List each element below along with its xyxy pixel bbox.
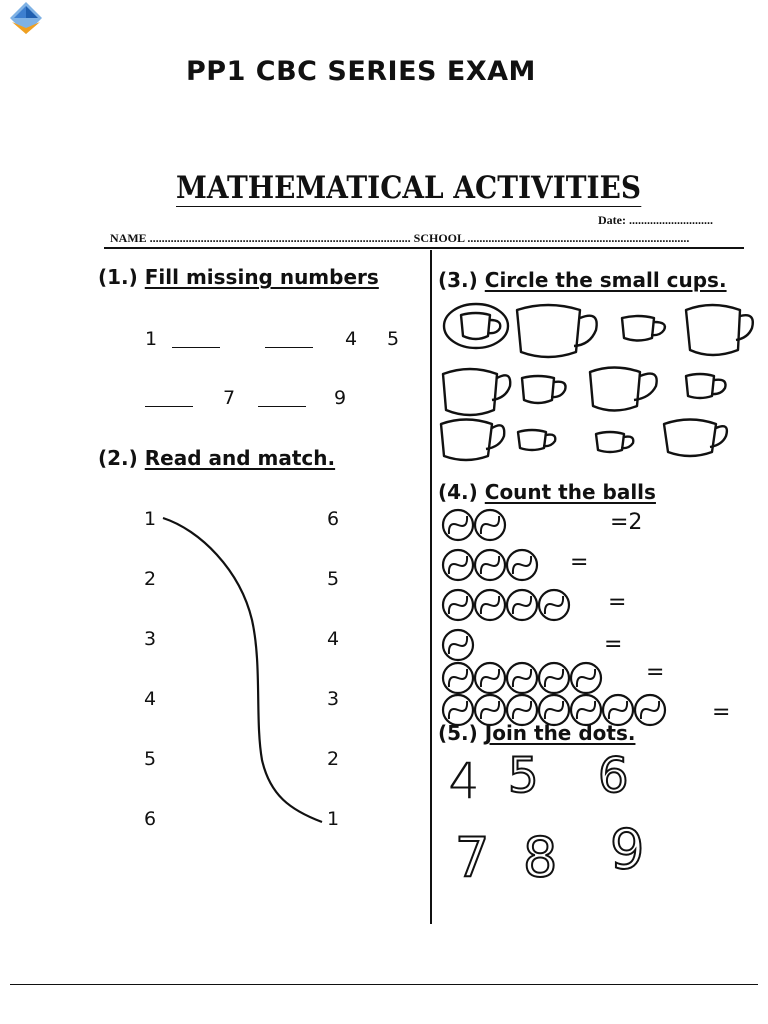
ball-icon — [475, 663, 505, 693]
q3-title: Circle the small cups. — [484, 268, 727, 292]
q4-answer: = — [570, 550, 589, 575]
q4-answer: = — [646, 660, 665, 685]
ball-icon — [539, 663, 569, 693]
q5-title: Join the dots. — [484, 721, 636, 745]
q2-left-number: 1 — [144, 508, 157, 530]
q4-number: (4.) — [438, 480, 478, 504]
q5-digit-dotted: 7 — [455, 826, 490, 889]
q3-number: (3.) — [438, 268, 478, 292]
q4-answer: = — [712, 700, 731, 725]
q5-digit-dotted: 6 — [598, 748, 629, 804]
q2-right-number: 6 — [327, 508, 340, 530]
q2-right-number: 4 — [327, 628, 340, 650]
ball-icon — [443, 510, 473, 540]
ball-icon — [475, 590, 505, 620]
q1-number: (1.) — [98, 265, 138, 289]
q5-digit-dotted: 9 — [610, 818, 645, 881]
ball-icon — [443, 630, 473, 660]
q2-left-number: 6 — [144, 808, 157, 830]
exam-title: PP1 CBC SERIES EXAM — [186, 56, 536, 87]
q2-left-number: 5 — [144, 748, 157, 770]
date-field: Date: ............................ — [598, 213, 713, 227]
q5-digit-dotted: 5 — [508, 748, 539, 804]
ball-icon — [635, 695, 665, 725]
q5-digit-solid: 4 — [448, 752, 480, 810]
q4-title: Count the balls — [484, 480, 656, 504]
ball-icon — [475, 510, 505, 540]
q1-row2-second: 9 — [334, 387, 347, 409]
ball-icon — [507, 663, 537, 693]
ball-icon — [443, 663, 473, 693]
q2-right-number: 5 — [327, 568, 340, 590]
q2-left-number: 2 — [144, 568, 157, 590]
q4-answer: = — [608, 590, 627, 615]
q5-number: (5.) — [438, 721, 478, 745]
q1-row1-third: 5 — [387, 328, 400, 350]
q1-row1-second: 4 — [345, 328, 358, 350]
q2-number: (2.) — [98, 446, 138, 470]
q2-right-number: 1 — [327, 808, 340, 830]
q2-left-number: 4 — [144, 688, 157, 710]
ball-icon — [507, 550, 537, 580]
q4-answer: =2 — [610, 510, 643, 535]
ball-icon — [443, 550, 473, 580]
ball-icon — [539, 590, 569, 620]
ball-icon — [571, 663, 601, 693]
q2-title: Read and match. — [144, 446, 336, 470]
ball-icon — [507, 590, 537, 620]
ball-icon — [443, 590, 473, 620]
q1-row2-first: 7 — [223, 387, 236, 409]
footer-rule — [10, 984, 758, 985]
name-school-line: NAME ....................................................................................... SCHOOL .......................................................................... — [110, 231, 690, 245]
q2-right-number: 3 — [327, 688, 340, 710]
q5-digit-dotted: 8 — [523, 826, 558, 889]
q2-right-number: 2 — [327, 748, 340, 770]
q2-left-number: 3 — [144, 628, 157, 650]
q1-row1-first: 1 — [145, 328, 158, 350]
q1-title: Fill missing numbers — [144, 265, 379, 289]
ball-icon — [475, 550, 505, 580]
q4-answer: = — [604, 632, 623, 657]
q5-heading — [438, 721, 635, 745]
sheet-title: MATHEMATICAL ACTIVITIES — [176, 170, 641, 206]
